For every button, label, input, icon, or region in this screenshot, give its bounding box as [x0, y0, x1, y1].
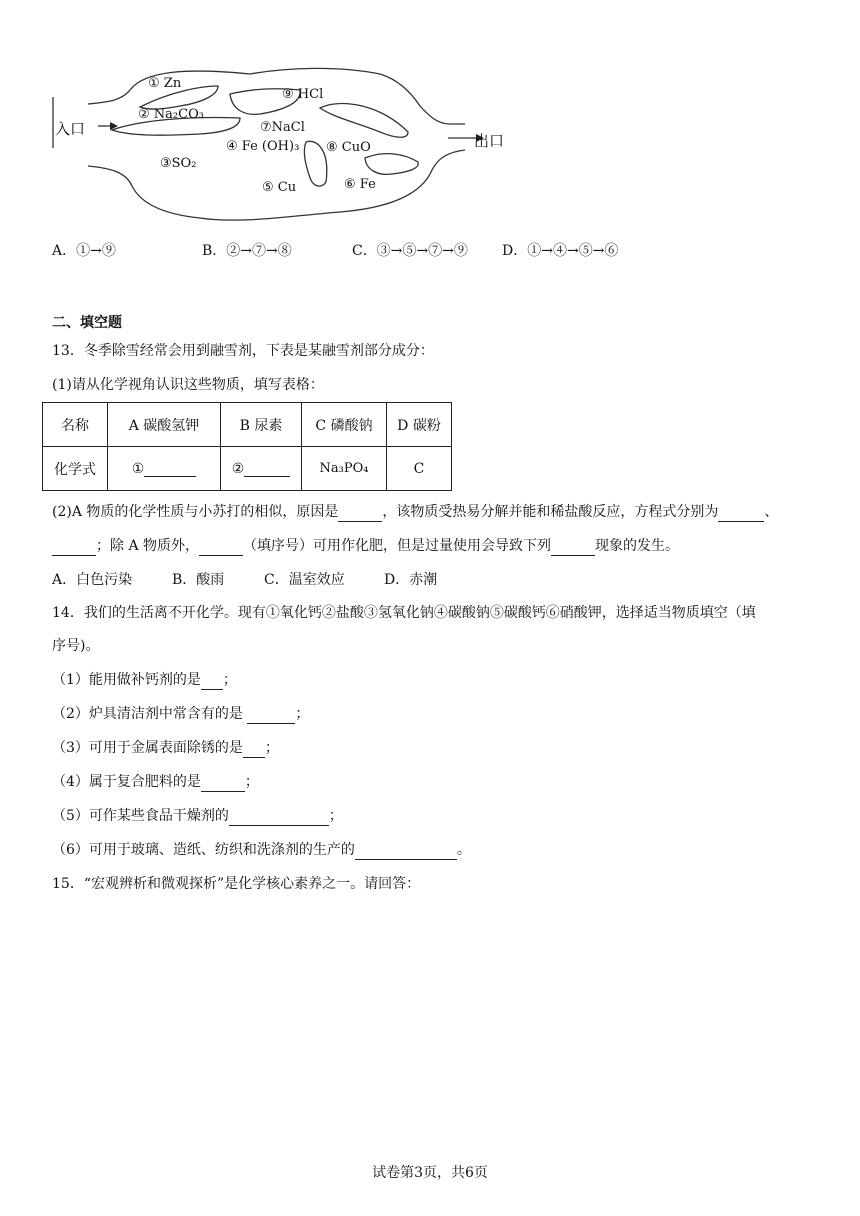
maze-station-6: ⑥ Fe: [344, 177, 376, 192]
q13-part2-line1: (2)A 物质的化学性质与小苏打的相似，原因是 ，该物质受热易分解并能和稀盐酸反应，方程式分别为 、: [52, 504, 779, 520]
maze-entrance-label: 入口: [55, 120, 86, 138]
maze-station-5: ⑤ Cu: [262, 180, 297, 195]
table-cell: B 尿素: [221, 403, 302, 447]
q12-option-b[interactable]: B．②→⑦→⑧: [202, 243, 292, 259]
answer-blank[interactable]: [201, 673, 223, 690]
maze-station-7: ⑦NaCl: [260, 120, 305, 135]
q14-stem-line2: 序号)。: [52, 638, 100, 654]
maze-station-3: ③SO₂: [160, 156, 197, 171]
answer-blank[interactable]: [355, 843, 457, 860]
table-row: [43, 403, 452, 447]
table-cell: 化学式: [43, 447, 108, 491]
q13-option-a[interactable]: A．白色污染: [52, 572, 133, 588]
maze-station-1: ① Zn: [148, 76, 182, 91]
answer-blank[interactable]: [247, 707, 295, 724]
maze-exit-label: 出口: [474, 132, 505, 150]
table-cell: 名称: [43, 403, 108, 447]
answer-blank[interactable]: [229, 809, 329, 826]
maze-station-8: ⑧ CuO: [326, 140, 371, 155]
table-cell: C: [387, 447, 452, 491]
q14-item-1: （1）能用做补钙剂的是 ；: [52, 672, 237, 688]
answer-blank[interactable]: [243, 741, 265, 758]
maze-station-4: ④ Fe (OH)₃: [226, 139, 300, 154]
answer-blank[interactable]: [201, 775, 245, 792]
table-cell[interactable]: ②: [221, 447, 302, 491]
table-cell: C 磷酸钠: [302, 403, 387, 447]
q12-option-a[interactable]: A．①→⑨: [52, 243, 116, 259]
q12-option-d[interactable]: D．①→④→⑤→⑥: [502, 243, 619, 259]
answer-blank[interactable]: [338, 505, 382, 522]
q12-option-c[interactable]: C．③→⑤→⑦→⑨: [352, 243, 468, 259]
table-cell: Na₃PO₄: [302, 447, 387, 491]
answer-blank[interactable]: [718, 505, 764, 522]
maze-station-9: ⑨ HCl: [282, 87, 324, 102]
q14-item-6: （6）可用于玻璃、造纸、纺织和洗涤剂的生产的 。: [52, 842, 471, 858]
q14-item-5: （5）可作某些食品干燥剂的 ；: [52, 808, 343, 824]
answer-blank[interactable]: [551, 539, 595, 556]
table-cell: A 碳酸氢钾: [108, 403, 221, 447]
q13-option-d[interactable]: D．赤潮: [384, 572, 438, 588]
q14-item-2: （2）炉具清洁剂中常含有的是 ；: [52, 706, 310, 722]
table-row: [43, 447, 452, 491]
q13-option-c[interactable]: C．温室效应: [264, 572, 345, 588]
answer-blank[interactable]: [144, 460, 196, 477]
composition-table: [42, 402, 452, 491]
answer-blank[interactable]: [52, 539, 96, 556]
q13-part2-line2: ；除 A 物质外， （填序号）可用作化肥，但是过量使用会导致下列 现象的发生。: [52, 536, 679, 556]
q13-option-b[interactable]: B．酸雨: [172, 572, 225, 588]
section-title: 二、填空题: [52, 315, 122, 331]
q14-stem-line1: 14．我们的生活离不开化学。现有①氧化钙②盐酸③氢氧化钠④碳酸钠⑤碳酸钙⑥硝酸钾，选择适当物质填空（填: [52, 605, 756, 621]
q15-stem: 15．“宏观辨析和微观探析”是化学核心素养之一。请回答：: [52, 876, 421, 892]
answer-blank[interactable]: [199, 539, 243, 556]
q14-item-4: （4）属于复合肥料的是 ；: [52, 774, 259, 790]
q13-stem: 13．冬季除雪经常会用到融雪剂，下表是某融雪剂部分成分：: [52, 343, 434, 359]
page-footer: 试卷第3页，共6页: [372, 1165, 488, 1181]
q14-item-3: （3）可用于金属表面除锈的是 ；: [52, 740, 279, 756]
maze-station-2: ② Na₂CO₃: [138, 107, 204, 122]
table-cell[interactable]: ①: [108, 447, 221, 491]
table-cell: D 碳粉: [387, 403, 452, 447]
q13-part1: (1)请从化学视角认识这些物质，填写表格：: [52, 377, 324, 393]
answer-blank[interactable]: [244, 460, 290, 477]
